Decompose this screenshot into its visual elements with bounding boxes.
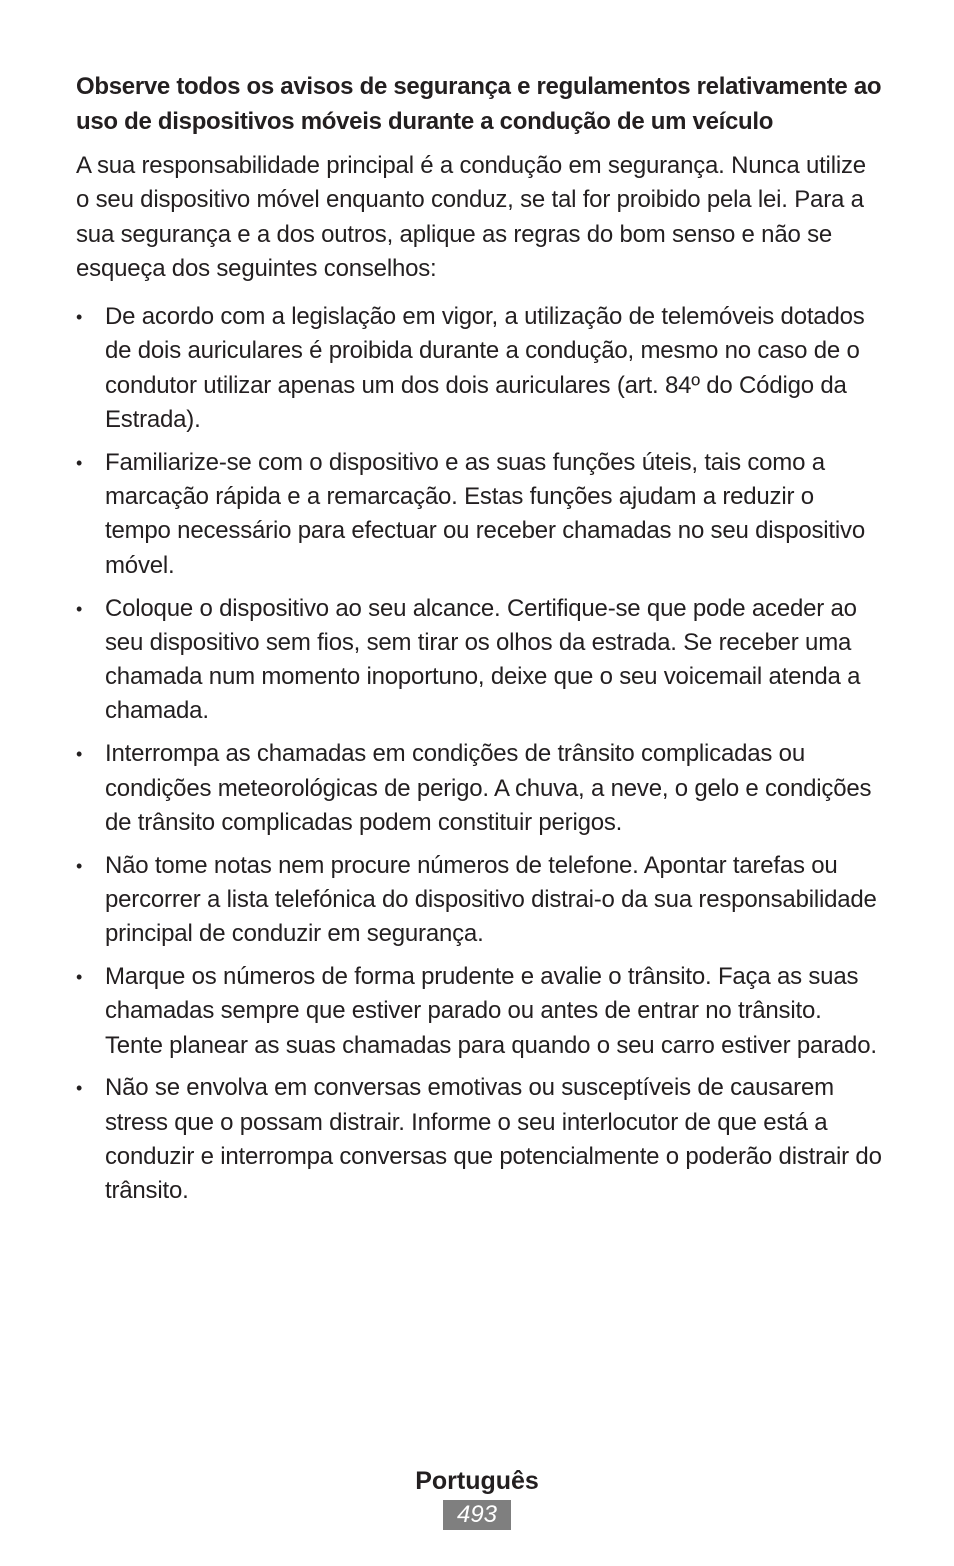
bullet-icon: • (76, 598, 83, 619)
list-item-text: Familiarize-se com o dispositivo e as suas funções úteis, tais como a marcação rápida e a remarcação. Estas funções ajudam a reduzir o tempo necessário para efectuar ou receber chamadas no seu dispositivo móvel. (105, 448, 865, 579)
bullet-icon: • (76, 744, 83, 765)
footer-language: Português (415, 1467, 539, 1495)
list-item (76, 446, 882, 583)
page-footer (0, 1464, 954, 1530)
bullet-icon: • (76, 1078, 83, 1099)
list-item-text: De acordo com a legislação em vigor, a utilização de telemóveis dotados de dois auriculares é proibida durante a condução, mesmo no caso de o condutor utilizar apenas um dos dois auriculares (art. 84º do Código da Estrada). (105, 303, 865, 434)
bullet-icon: • (76, 452, 83, 473)
bullet-icon: • (76, 967, 83, 988)
section-heading: Observe todos os avisos de segurança e regulamentos relativamente ao uso de dispositivos móveis durante a condução de um veículo (76, 73, 882, 135)
list-item (76, 849, 882, 952)
list-item (76, 960, 882, 1063)
bullet-icon: • (76, 855, 83, 876)
safety-tips-list (76, 300, 882, 1208)
list-item (76, 737, 882, 840)
list-item-text: Não se envolva em conversas emotivas ou susceptíveis de causarem stress que o possam distrair. Informe o seu interlocutor de que está a conduzir e interrompa conversas que potencialmente o poderão distrair do trânsito. (105, 1074, 882, 1205)
list-item-text: Interrompa as chamadas em condições de trânsito complicadas ou condições meteorológicas de perigo. A chuva, a neve, o gelo e condições de trânsito complicadas podem constituir perigos. (105, 740, 872, 836)
page-number: 493 (443, 1500, 511, 1530)
list-item-text: Coloque o dispositivo ao seu alcance. Certifique-se que pode aceder ao seu dispositivo sem fios, sem tirar os olhos da estrada. Se receber uma chamada num momento inoportuno, deixe que o seu voicemail atenda a chamada. (105, 594, 861, 725)
intro-paragraph: A sua responsabilidade principal é a condução em segurança. Nunca utilize o seu dispositivo móvel enquanto conduz, se tal for proibido pela lei. Para a sua segurança e a dos outros, aplique as regras do bom senso e não se esqueça dos seguintes conselhos: (76, 152, 866, 282)
list-item (76, 1071, 882, 1208)
list-item (76, 300, 882, 437)
page-content (76, 70, 882, 1217)
list-item-text: Não tome notas nem procure números de telefone. Apontar tarefas ou percorrer a lista telefónica do dispositivo distrai-o da sua responsabilidade principal de conduzir em segurança. (105, 851, 877, 948)
list-item (76, 592, 882, 729)
list-item-text: Marque os números de forma prudente e avalie o trânsito. Faça as suas chamadas sempre que estiver parado ou antes de entrar no trânsito. Tente planear as suas chamadas para quando o seu carro estiver parado. (105, 963, 877, 1059)
bullet-icon: • (76, 307, 83, 328)
